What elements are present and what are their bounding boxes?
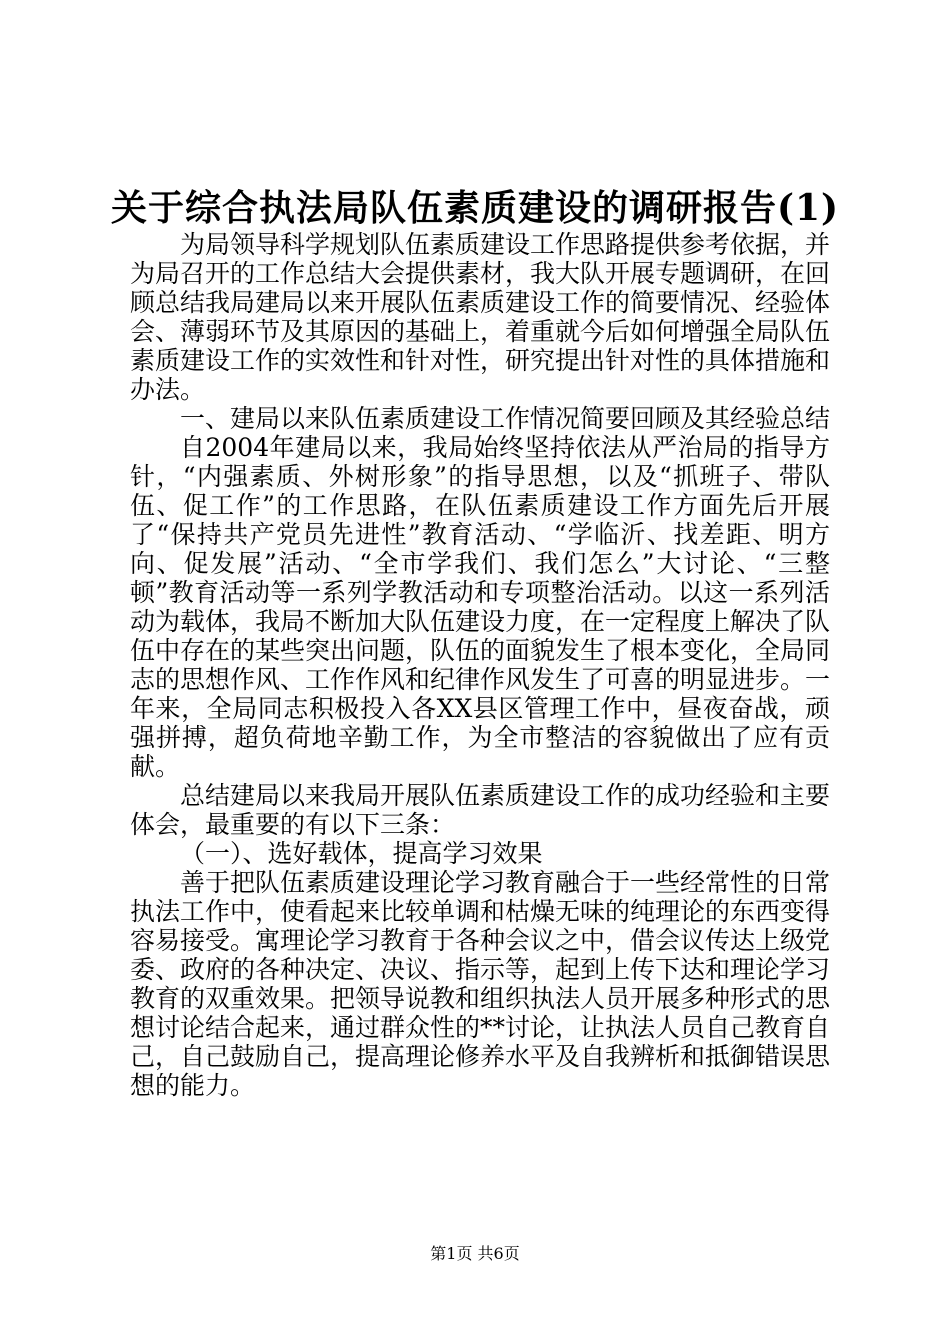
paragraph-carrier: 善于把队伍素质建设理论学习教育融合于一些经常性的日常执法工作中，使看起来比较单调和枯燥无味的纯理论的东西变得容易接受。寓理论学习教育于各种会议之中，借会议传达上级党委、政府的各种决定、决议、指示等，起到上传下达和理论学习教育的双重效果。把领导说教和组织执法人员开展多种形式的思想讨论结合起来，通过群众性的**讨论，让执法人员自己教育自己，自己鼓励自己，提高理论修养水平及自我辨析和抵御错误思想的能力。 <box>130 868 831 1100</box>
section-heading-1: 一、建局以来队伍素质建设工作情况简要回顾及其经验总结 <box>180 404 831 433</box>
paragraph-summary: 总结建局以来我局开展队伍素质建设工作的成功经验和主要体会，最重要的有以下三条： <box>130 781 831 839</box>
paragraph-intro: 为局领导科学规划队伍素质建设工作思路提供参考依据，并为局召开的工作总结大会提供素材，我大队开展专题调研，在回顾总结我局建局以来开展队伍素质建设工作的简要情况、经验体会、薄弱环节及其原因的基础上，着重就今后如何增强全局队伍素质建设工作的实效性和针对性，研究提出针对性的具体措施和办法。 <box>130 230 831 404</box>
document-body <box>130 230 830 1100</box>
page-footer: 第1页 共6页 <box>430 1244 520 1263</box>
subsection-heading-1: （一）、选好载体，提高学习效果 <box>180 839 543 868</box>
paragraph-history: 自2004年建局以来，我局始终坚持依法从严治局的指导方针，“内强素质、外树形象”的指导思想，以及“抓班子、带队伍、促工作”的工作思路，在队伍素质建设工作方面先后开展了“保持共产党员先进性”教育活动、“学临沂、找差距、明方向、促发展”活动、“全市学我们、我们怎么”大讨论、“三整顿”教育活动等一系列学教活动和专项整治活动。以这一系列活动为载体，我局不断加大队伍建设力度，在一定程度上解决了队伍中存在的某些突出问题，队伍的面貌发生了根本变化，全局同志的思想作风、工作作风和纪律作风发生了可喜的明显进步。一年来，全局同志积极投入各XX县区管理工作中，昼夜奋战，顽强拼搏，超负荷地辛勤工作，为全市整洁的容貌做出了应有贡献。 <box>130 433 831 781</box>
document-title: 关于综合执法局队伍素质建设的调研报告(1) <box>110 187 840 229</box>
